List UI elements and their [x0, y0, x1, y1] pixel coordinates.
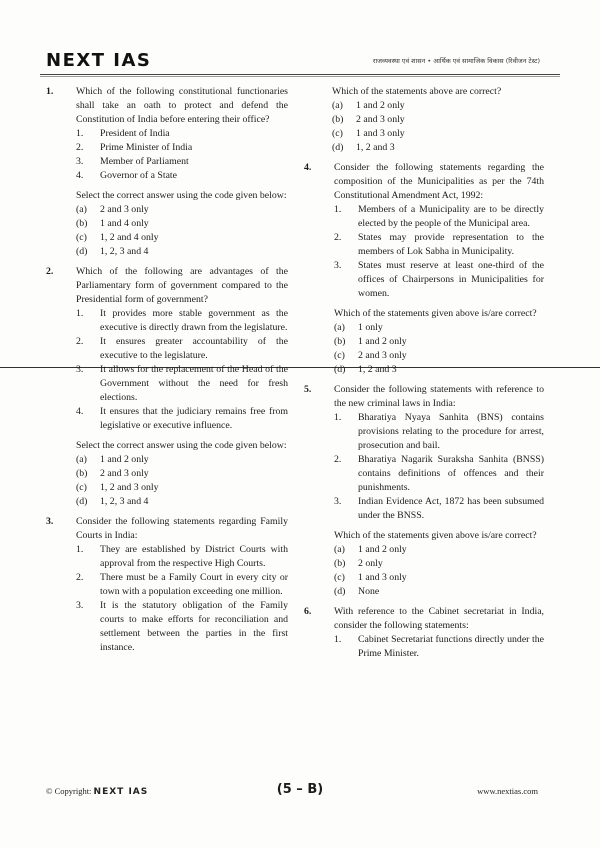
question-stem: Consider the following statements with reference to the new criminal laws in India:: [334, 384, 544, 409]
answer-option: (d) 1, 2, 3 and 4: [76, 496, 149, 507]
footer-brand: NEXT IAS: [93, 787, 149, 797]
question-stem: With reference to the Cabinet secretariat in India, consider the following statements:: [334, 606, 544, 631]
answer-option: (a) 1 and 2 only: [76, 454, 149, 465]
question-number: 6.: [304, 606, 312, 617]
answer-option: (b) 1 and 4 only: [76, 218, 149, 229]
brand-logo: NEXT IAS: [46, 50, 152, 71]
answer-option: (b) 2 only: [334, 558, 383, 569]
answer-options: [332, 99, 544, 155]
statement-item: 2. It ensures greater accountability of the executive to the legislature.: [76, 336, 288, 361]
statement-list: [334, 203, 544, 301]
left-column: [44, 85, 288, 661]
statement-item: 3. States must reserve at least one-third of the offices of Chairpersons in Municipalities for women.: [334, 260, 544, 299]
answer-instruction: Which of the statements given above is/are correct?: [334, 530, 537, 541]
statement-list: [76, 543, 288, 655]
answer-options: [334, 543, 544, 599]
statement-list: [334, 411, 544, 523]
answer-option: (d) 1, 2, 3 and 4: [76, 246, 149, 257]
statement-list: [76, 127, 288, 183]
right-column: [302, 85, 544, 667]
answer-option: (d) 1, 2 and 3: [332, 142, 395, 153]
question-number: 5.: [304, 384, 312, 395]
answer-option: (a) 1 and 2 only: [332, 100, 405, 111]
answer-option: (c) 2 and 3 only: [334, 350, 407, 361]
question-number: 3.: [46, 516, 54, 527]
statement-item: 3. It is the statutory obligation of the Family courts to make efforts for reconciliation and settlement between the parties in the first instance.: [76, 600, 288, 653]
answer-option: (c) 1 and 3 only: [334, 572, 407, 583]
statement-list: [334, 633, 544, 661]
answer-option: (a) 1 only: [334, 322, 383, 333]
answer-option: (c) 1, 2 and 4 only: [76, 232, 159, 243]
answer-options: [334, 321, 544, 377]
question-1: [44, 85, 288, 259]
statement-item: 3. Member of Parliament: [76, 156, 189, 167]
question-number: 4.: [304, 162, 312, 173]
answer-option: (a) 1 and 2 only: [334, 544, 407, 555]
answer-option: (d) 1, 2 and 3: [334, 364, 397, 375]
page-number: (5 – B): [276, 782, 324, 797]
statement-item: 2. There must be a Family Court in every city or town with a population exceeding one million.: [76, 572, 288, 597]
answer-instruction: Which of the statements given above is/are correct?: [334, 308, 537, 319]
statement-item: 3. Indian Evidence Act, 1872 has been subsumed under the BNSS.: [334, 496, 544, 521]
answer-option: (c) 1, 2 and 3 only: [76, 482, 159, 493]
statement-item: 3. It allows for the replacement of the Head of the Government without the need for fresh elections.: [76, 364, 288, 403]
question-stem: Consider the following statements regarding Family Courts in India:: [76, 516, 288, 541]
header-subtitle: राजव्यवस्था एवं शासन • आर्थिक एवं सामाजिक विकास (रिवीजन टेस्ट): [372, 57, 540, 65]
question-3: [44, 515, 288, 655]
statement-item: 1. It provides more stable government as the executive is directly drawn from the legislature.: [76, 308, 288, 333]
statement-item: 1. They are established by District Courts with approval from the respective High Courts.: [76, 544, 288, 569]
statement-item: 4. It ensures that the judiciary remains free from legislative or executive influence.: [76, 406, 288, 431]
question-number: 2.: [46, 266, 54, 277]
header-divider: [40, 74, 560, 75]
statement-list: [76, 307, 288, 433]
answer-option: (b) 1 and 2 only: [334, 336, 407, 347]
answer-instruction: Select the correct answer using the code given below:: [76, 190, 287, 201]
answer-instruction: Which of the statements above are correct?: [332, 86, 502, 97]
question-stem: Which of the following are advantages of the Parliamentary form of government compared to the Presidential form of government?: [76, 266, 288, 305]
question-4: [302, 161, 544, 377]
answer-option: (b) 2 and 3 only: [76, 468, 149, 479]
copyright-text: © Copyright:: [46, 786, 92, 796]
statement-item: 1. Bharatiya Nyaya Sanhita (BNS) contains provisions relating to the procedure for arrest, prosecution and bail.: [334, 412, 544, 451]
question-5: [302, 383, 544, 599]
answer-option: (b) 2 and 3 only: [332, 114, 405, 125]
header-divider-secondary: [40, 76, 560, 77]
question-3-continued: [302, 85, 544, 155]
answer-instruction: Select the correct answer using the code given below:: [76, 440, 287, 451]
question-number: 1.: [46, 86, 54, 97]
statement-item: 2. States may provide representation to the members of Lok Sabha in Municipality.: [334, 232, 544, 257]
question-6: [302, 605, 544, 661]
statement-item: 2. Prime Minister of India: [76, 142, 193, 153]
answer-option: (c) 1 and 3 only: [332, 128, 405, 139]
answer-options: [76, 203, 288, 259]
question-stem: Which of the following constitutional functionaries shall take an oath to protect and defend the Constitution of India before entering their office?: [76, 86, 288, 125]
question-stem: Consider the following statements regarding the composition of the Municipalities as per the 74th Constitutional Amendment Act, 1992:: [334, 162, 544, 201]
statement-item: 1. President of India: [76, 128, 170, 139]
answer-option: (d) None: [334, 586, 380, 597]
statement-item: 1. Cabinet Secretariat functions directly under the Prime Minister.: [334, 634, 544, 659]
statement-item: 4. Governor of a State: [76, 170, 177, 181]
answer-options: [76, 453, 288, 509]
website-link[interactable]: www.nextias.com: [477, 786, 538, 796]
question-2: [44, 265, 288, 509]
statement-item: 2. Bharatiya Nagarik Suraksha Sanhita (BNSS) contains definitions of offences and their punishments.: [334, 454, 544, 493]
answer-option: (a) 2 and 3 only: [76, 204, 149, 215]
statement-item: 1. Members of a Municipality are to be directly elected by the people of the Municipal area.: [334, 204, 544, 229]
